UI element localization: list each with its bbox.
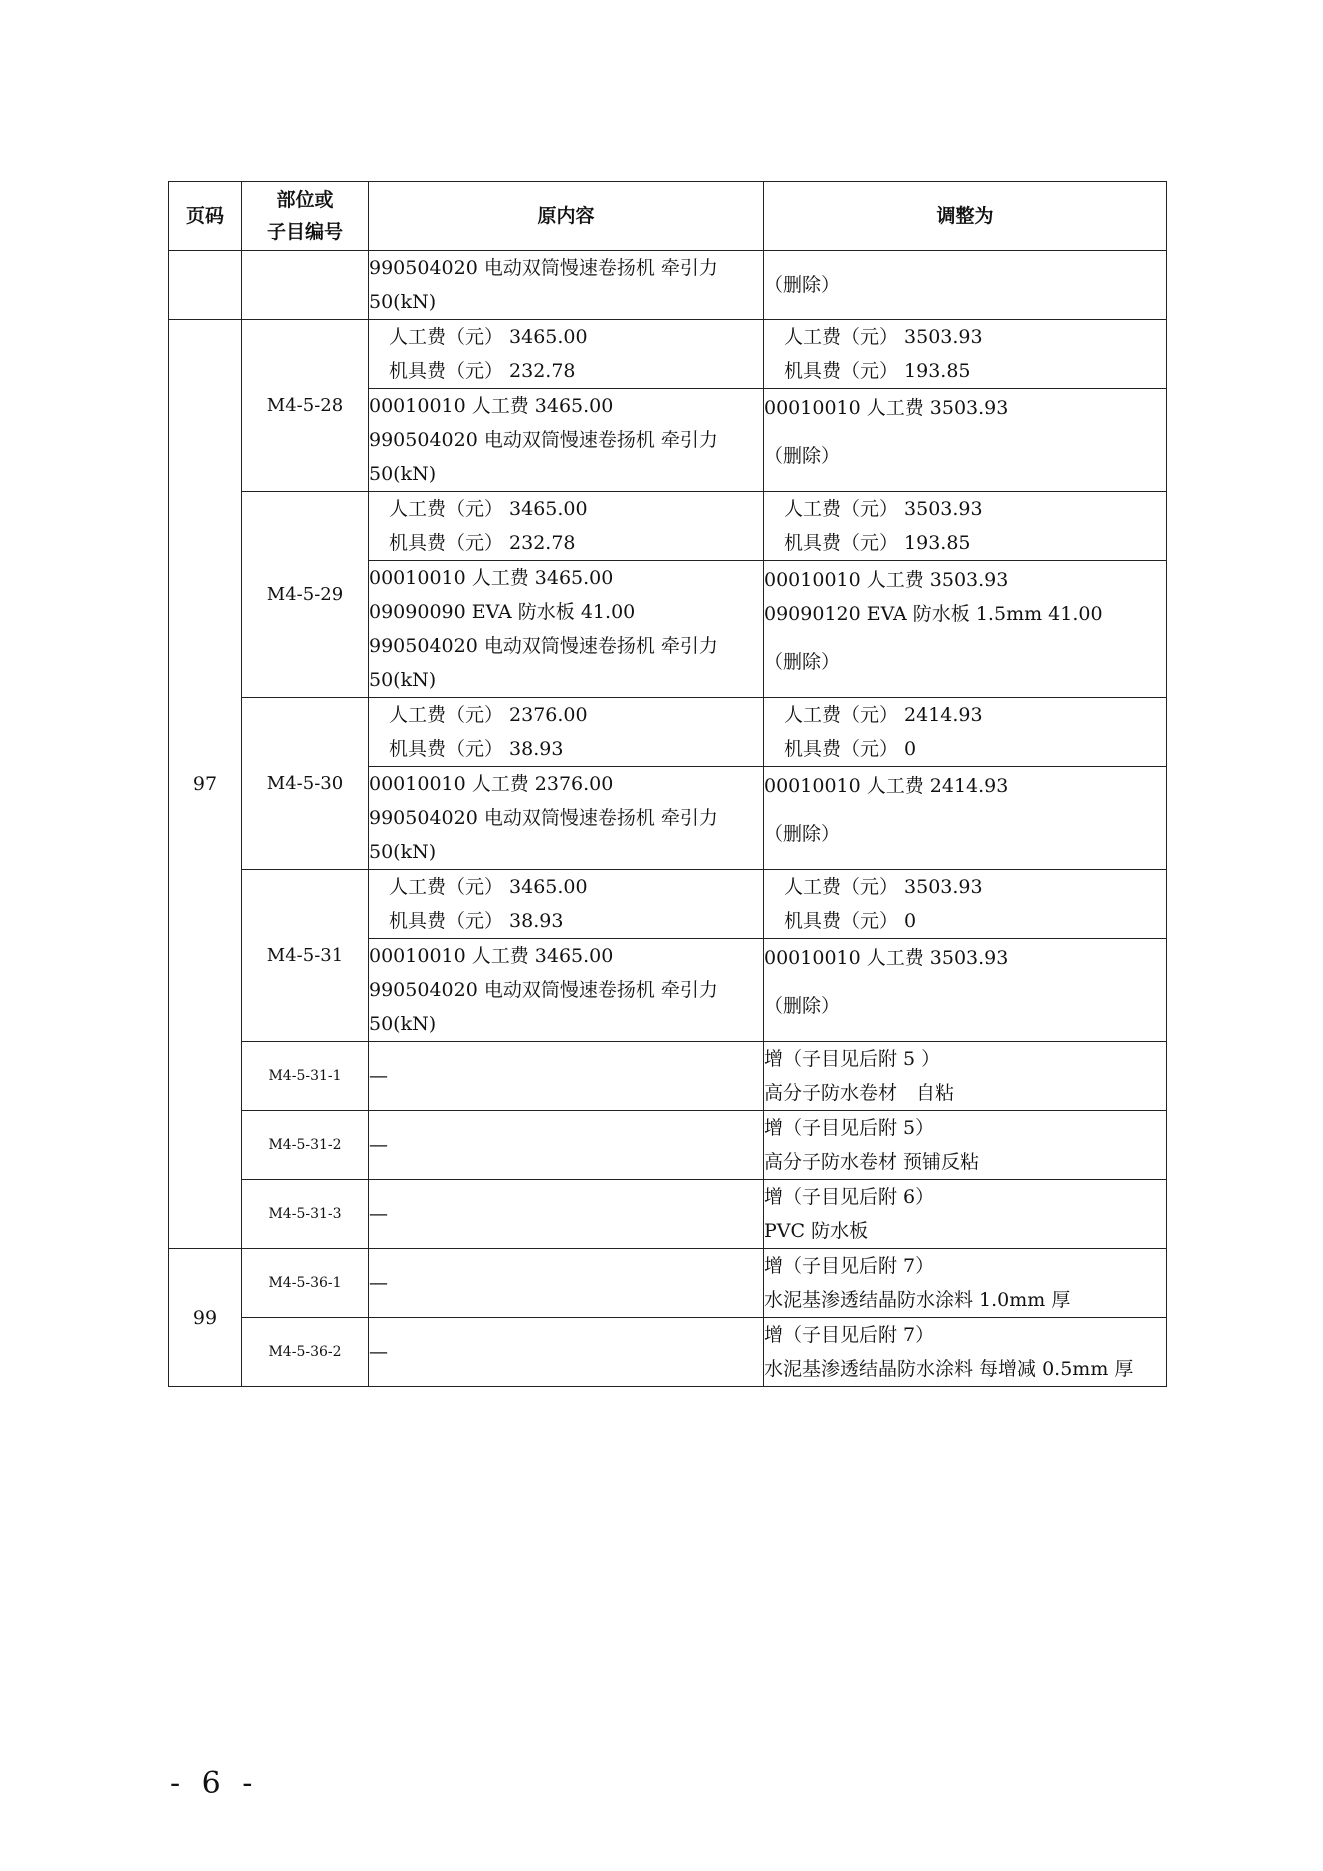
adjusted-cell bbox=[764, 1249, 1167, 1318]
text-line: 00010010 人工费 3503.93 bbox=[764, 397, 1009, 419]
text-line: 人工费（元） 3465.00 bbox=[389, 876, 588, 898]
adjusted-cell bbox=[764, 561, 1167, 698]
text-line: 机具费（元） 38.93 bbox=[389, 738, 564, 760]
text-line: 水泥基渗透结晶防水涂料 每增减 0.5mm 厚 bbox=[764, 1358, 1134, 1380]
text-line: 50(kN) bbox=[369, 291, 437, 313]
text-line: 机具费（元） 0 bbox=[784, 738, 917, 760]
text-line: （删除） bbox=[764, 651, 841, 673]
adjusted-cell bbox=[764, 698, 1167, 767]
text-line: （删除） bbox=[764, 274, 841, 296]
code-cell: M4-5-30 bbox=[242, 698, 369, 870]
original-cell bbox=[369, 320, 764, 389]
adjusted-cell bbox=[764, 939, 1167, 1042]
text-line: 机具费（元） 193.85 bbox=[784, 532, 971, 554]
header-code-line1: 部位或 bbox=[276, 189, 334, 211]
original-cell: — bbox=[369, 1042, 764, 1111]
code-cell: M4-5-36-1 bbox=[242, 1249, 369, 1318]
text-line: 机具费（元） 232.78 bbox=[389, 360, 576, 382]
text-line: 人工费（元） 3503.93 bbox=[784, 876, 983, 898]
code-cell: M4-5-36-2 bbox=[242, 1318, 369, 1387]
text-line: 50(kN) bbox=[369, 669, 437, 691]
text-line: 00010010 人工费 3465.00 bbox=[369, 395, 614, 417]
table-row bbox=[169, 698, 1167, 767]
page-cell-empty bbox=[169, 251, 242, 320]
original-cell bbox=[369, 698, 764, 767]
text-line: 增（子目见后附 7） bbox=[764, 1324, 935, 1346]
original-cell: — bbox=[369, 1249, 764, 1318]
page-cell-97: 97 bbox=[169, 320, 242, 1249]
text-line: 00010010 人工费 3503.93 bbox=[764, 569, 1009, 591]
original-cell bbox=[369, 389, 764, 492]
adjusted-cell bbox=[764, 251, 1167, 320]
text-line: 增（子目见后附 5） bbox=[764, 1117, 935, 1139]
adjusted-cell bbox=[764, 870, 1167, 939]
text-line: 00010010 人工费 2376.00 bbox=[369, 773, 614, 795]
table-row bbox=[169, 1180, 1167, 1249]
original-cell bbox=[369, 870, 764, 939]
text-line: （删除） bbox=[764, 445, 841, 467]
table-row bbox=[169, 1042, 1167, 1111]
text-line: 990504020 电动双筒慢速卷扬机 牵引力 bbox=[369, 429, 718, 451]
text-line: 增（子目见后附 5 ） bbox=[764, 1048, 941, 1070]
text-line: 00010010 人工费 3503.93 bbox=[764, 947, 1009, 969]
header-row bbox=[169, 182, 1167, 251]
code-cell: M4-5-31-3 bbox=[242, 1180, 369, 1249]
text-line: 990504020 电动双筒慢速卷扬机 牵引力 bbox=[369, 807, 718, 829]
code-cell-empty bbox=[242, 251, 369, 320]
table-row bbox=[169, 251, 1167, 320]
original-cell: — bbox=[369, 1111, 764, 1180]
text-line: 机具费（元） 193.85 bbox=[784, 360, 971, 382]
text-line: 人工费（元） 3503.93 bbox=[784, 498, 983, 520]
text-line: 增（子目见后附 7） bbox=[764, 1255, 935, 1277]
text-line: 990504020 电动双筒慢速卷扬机 牵引力 bbox=[369, 635, 718, 657]
table-row bbox=[169, 1111, 1167, 1180]
table-row bbox=[169, 1318, 1167, 1387]
text-line: 人工费（元） 3465.00 bbox=[389, 326, 588, 348]
adjusted-cell bbox=[764, 320, 1167, 389]
table-row bbox=[169, 1249, 1167, 1318]
original-cell: — bbox=[369, 1180, 764, 1249]
adjusted-cell bbox=[764, 1111, 1167, 1180]
original-cell: — bbox=[369, 1318, 764, 1387]
text-line: 人工费（元） 2376.00 bbox=[389, 704, 588, 726]
text-line: 人工费（元） 3465.00 bbox=[389, 498, 588, 520]
text-line: 00010010 人工费 3465.00 bbox=[369, 567, 614, 589]
header-code bbox=[242, 182, 369, 251]
code-cell: M4-5-28 bbox=[242, 320, 369, 492]
header-page: 页码 bbox=[169, 182, 242, 251]
code-cell: M4-5-31-1 bbox=[242, 1042, 369, 1111]
text-line: 机具费（元） 38.93 bbox=[389, 910, 564, 932]
adjusted-cell bbox=[764, 389, 1167, 492]
text-line: 00010010 人工费 3465.00 bbox=[369, 945, 614, 967]
original-cell bbox=[369, 939, 764, 1042]
code-cell: M4-5-29 bbox=[242, 492, 369, 698]
text-line: 990504020 电动双筒慢速卷扬机 牵引力 bbox=[369, 257, 718, 279]
original-cell bbox=[369, 561, 764, 698]
original-cell bbox=[369, 492, 764, 561]
page-cell-99: 99 bbox=[169, 1249, 242, 1387]
text-line: 990504020 电动双筒慢速卷扬机 牵引力 bbox=[369, 979, 718, 1001]
table-row bbox=[169, 870, 1167, 939]
page-number: - 6 - bbox=[170, 1766, 259, 1801]
code-cell: M4-5-31 bbox=[242, 870, 369, 1042]
text-line: 机具费（元） 232.78 bbox=[389, 532, 576, 554]
text-line: 00010010 人工费 2414.93 bbox=[764, 775, 1009, 797]
text-line: 高分子防水卷材 自粘 bbox=[764, 1082, 955, 1104]
original-cell bbox=[369, 767, 764, 870]
text-line: （删除） bbox=[764, 995, 841, 1017]
text-line: 水泥基渗透结晶防水涂料 1.0mm 厚 bbox=[764, 1289, 1071, 1311]
adjusted-cell bbox=[764, 1042, 1167, 1111]
table-row bbox=[169, 492, 1167, 561]
adjusted-cell bbox=[764, 767, 1167, 870]
text-line: 增（子目见后附 6） bbox=[764, 1186, 935, 1208]
header-original: 原内容 bbox=[369, 182, 764, 251]
text-line: 50(kN) bbox=[369, 841, 437, 863]
adjusted-cell bbox=[764, 492, 1167, 561]
header-adjusted: 调整为 bbox=[764, 182, 1167, 251]
text-line: 机具费（元） 0 bbox=[784, 910, 917, 932]
text-line: 50(kN) bbox=[369, 1013, 437, 1035]
text-line: 09090120 EVA 防水板 1.5mm 41.00 bbox=[764, 603, 1103, 625]
adjustment-table bbox=[168, 181, 1167, 1387]
text-line: 人工费（元） 2414.93 bbox=[784, 704, 983, 726]
text-line: 50(kN) bbox=[369, 463, 437, 485]
original-cell bbox=[369, 251, 764, 320]
code-cell: M4-5-31-2 bbox=[242, 1111, 369, 1180]
text-line: 人工费（元） 3503.93 bbox=[784, 326, 983, 348]
text-line: PVC 防水板 bbox=[764, 1220, 869, 1242]
table-row bbox=[169, 320, 1167, 389]
text-line: （删除） bbox=[764, 823, 841, 845]
adjusted-cell bbox=[764, 1318, 1167, 1387]
adjusted-cell bbox=[764, 1180, 1167, 1249]
text-line: 09090090 EVA 防水板 41.00 bbox=[369, 601, 636, 623]
header-code-line2: 子目编号 bbox=[266, 221, 343, 243]
text-line: 高分子防水卷材 预铺反粘 bbox=[764, 1151, 980, 1173]
